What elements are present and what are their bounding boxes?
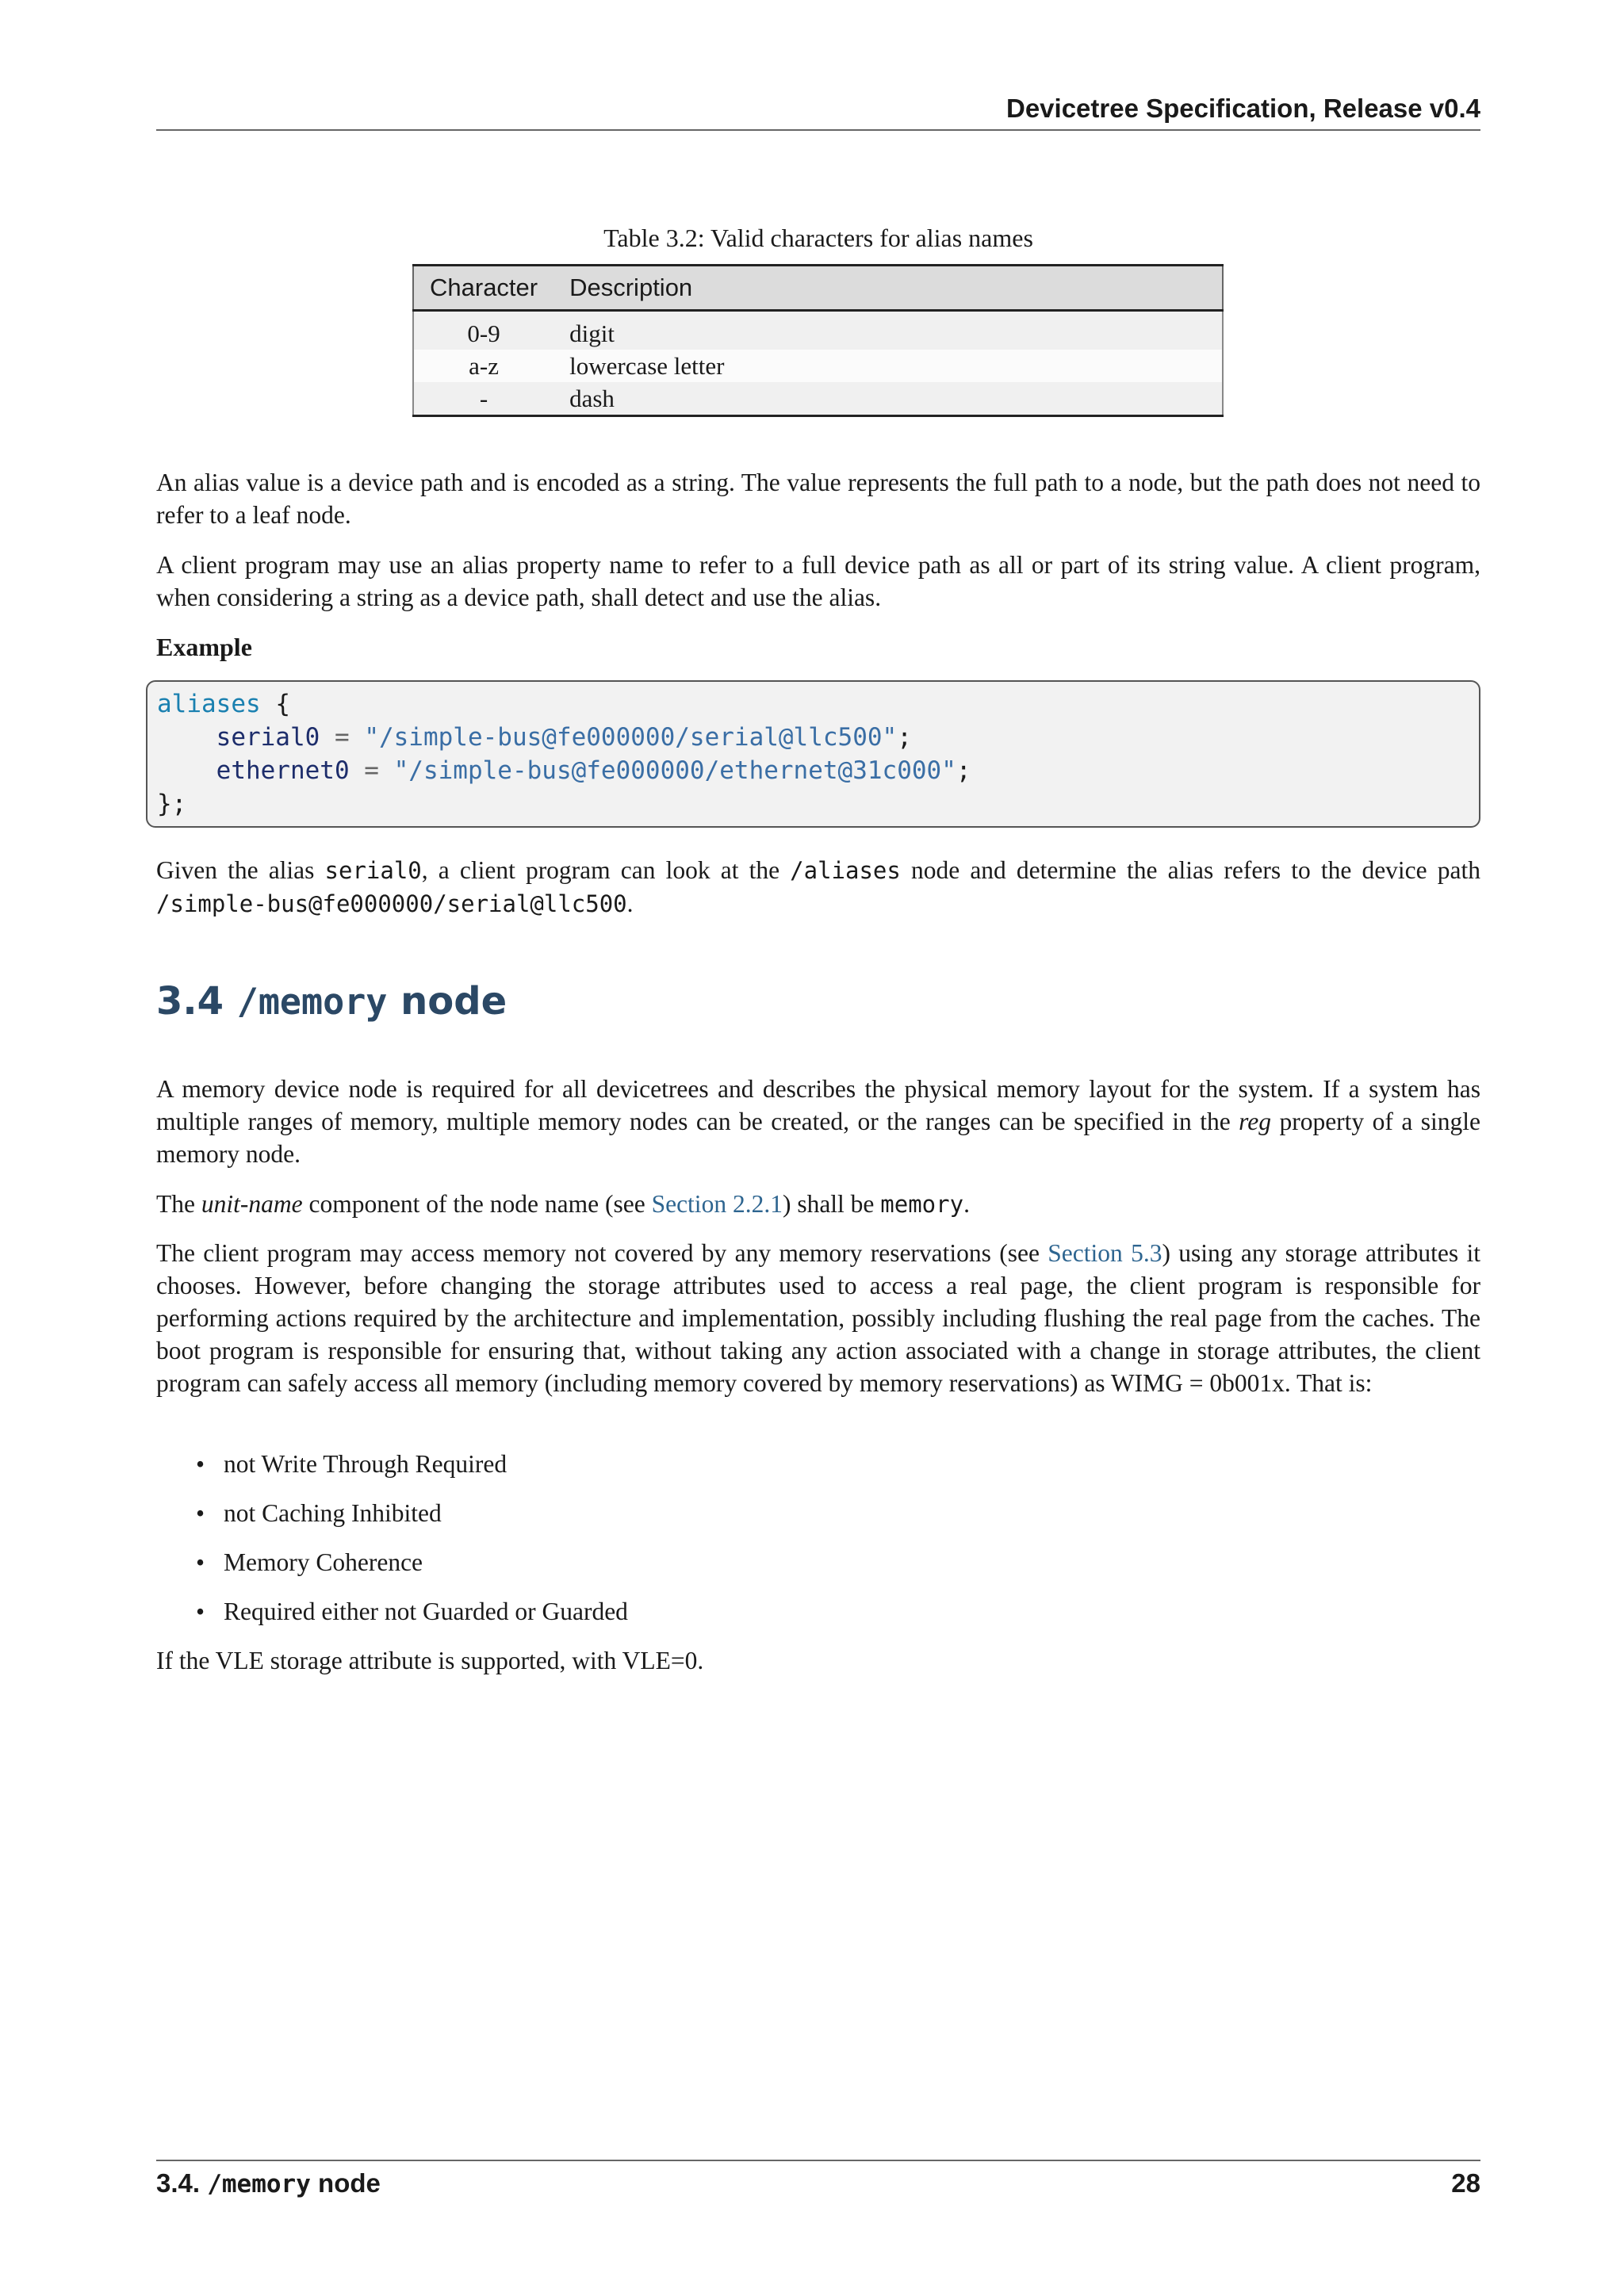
document-page xyxy=(156,0,1480,2296)
table-row xyxy=(413,382,1223,416)
table-cell-character: 0-9 xyxy=(413,311,553,350)
list-item: • Memory Coherence xyxy=(156,1546,628,1595)
text-run: component of the node name (see xyxy=(302,1190,652,1218)
text-run: , a client program can look at the xyxy=(421,856,791,884)
code-brace-open: { xyxy=(260,690,290,718)
table-row xyxy=(413,311,1223,350)
table-cell-character: a-z xyxy=(413,350,553,382)
inline-code-device-path: /simple-bus@fe000000/serial@llc500 xyxy=(156,890,627,917)
paragraph-client-program: A client program may use an alias property name to refer to a full device path as all or part of its string value. A client program, when considering a string as a device path, shall detect and use the alias. xyxy=(156,551,1480,611)
code-semicolon: ; xyxy=(956,756,971,785)
emphasis-unit-name: unit-name xyxy=(201,1190,303,1218)
link-section-2-2-1[interactable]: Section 2.2.1 xyxy=(651,1190,783,1218)
list-item: • Required either not Guarded or Guarded xyxy=(156,1595,628,1644)
inline-code-memory: memory xyxy=(880,1191,964,1218)
text-run: ) shall be xyxy=(782,1190,881,1218)
table-cell-description: digit xyxy=(553,311,1223,350)
text-run: Given the alias xyxy=(156,856,325,884)
code-keyword: aliases xyxy=(157,690,261,718)
footer-section-label xyxy=(156,2168,381,2198)
paragraph-memory-node xyxy=(156,1073,1480,1170)
code-example-block xyxy=(146,680,1480,828)
text-run: . xyxy=(963,1190,970,1218)
paragraph-unit-name xyxy=(156,1188,1480,1221)
table-row xyxy=(413,350,1223,382)
text-run: The xyxy=(156,1190,201,1218)
text-run: property of a single memory node. xyxy=(156,1108,1480,1168)
text-run: A memory device node is required for all devicetrees and describes the physical memory layout for the system. If a system has multiple ranges of memory, multiple memory nodes can be created, or the ranges can be specified in the xyxy=(156,1075,1480,1135)
code-property-ethernet0: ethernet0 xyxy=(216,756,350,785)
list-item: • not Caching Inhibited xyxy=(156,1497,628,1546)
code-string-ethernet0: "/simple-bus@fe000000/ethernet@31c000" xyxy=(393,756,956,785)
section-heading-code: /memory xyxy=(236,981,388,1023)
table-caption: Table 3.2: Valid characters for alias names xyxy=(603,224,1033,252)
running-header-title: Devicetree Specification, Release v0.4 xyxy=(1006,94,1480,123)
section-number: 3.4 xyxy=(156,979,224,1024)
paragraph-vle: If the VLE storage attribute is supported, with VLE=0. xyxy=(156,1647,704,1674)
inline-code-serial0: serial0 xyxy=(324,857,422,884)
table-header-row xyxy=(413,266,1223,311)
code-equals: = xyxy=(349,756,394,785)
footer-rule xyxy=(156,2160,1480,2161)
text-run: ) using any storage attributes it chooses. However, before changing the storage attributes used to access a real page, the client program is responsible for performing actions required by the architecture and implementation, possibly including flushing the real page from the caches. The boot program is responsible for ensuring that, without taking any action associated with a change in storage attributes, the client program can safely access all memory (including memory covered by memory reservations) as WIMG = 0b001x. That is: xyxy=(156,1239,1480,1397)
text-run: node and determine the alias refers to the device path xyxy=(900,856,1480,884)
inline-code-aliases: /aliases xyxy=(790,857,901,884)
code-property-serial0: serial0 xyxy=(216,723,320,752)
example-label: Example xyxy=(156,633,252,661)
paragraph-alias-example-explanation xyxy=(156,854,1480,920)
code-equals: = xyxy=(320,723,365,752)
section-heading-word: node xyxy=(400,979,508,1024)
table-cell-description: lowercase letter xyxy=(553,350,1223,382)
link-section-5-3[interactable]: Section 5.3 xyxy=(1048,1239,1162,1267)
column-header-description: Description xyxy=(553,266,1223,311)
footer-section-number: 3.4. xyxy=(156,2168,201,2198)
emphasis-reg: reg xyxy=(1239,1108,1271,1135)
alias-characters-table xyxy=(412,264,1224,417)
paragraph-storage-attributes xyxy=(156,1237,1480,1399)
section-heading xyxy=(156,979,507,1024)
paragraph-alias-value: An alias value is a device path and is encoded as a string. The value represents the full path to a node, but the path does not need to refer to a leaf node. xyxy=(156,469,1480,529)
text-run: . xyxy=(626,890,634,917)
code-brace-close: }; xyxy=(157,790,187,818)
footer-section-code: /memory xyxy=(207,2170,311,2198)
table-cell-description: dash xyxy=(553,382,1223,416)
footer-section-word: node xyxy=(318,2168,381,2198)
code-semicolon: ; xyxy=(897,723,912,752)
header-rule xyxy=(156,129,1480,131)
code-string-serial0: "/simple-bus@fe000000/serial@llc500" xyxy=(364,723,898,752)
table-cell-character: - xyxy=(413,382,553,416)
text-run: The client program may access memory not covered by any memory reservations (see xyxy=(156,1239,1048,1267)
page-number: 28 xyxy=(1451,2168,1480,2198)
list-item: • not Write Through Required xyxy=(156,1448,628,1497)
wimg-bullet-list xyxy=(156,1448,628,1644)
column-header-character: Character xyxy=(413,266,553,311)
